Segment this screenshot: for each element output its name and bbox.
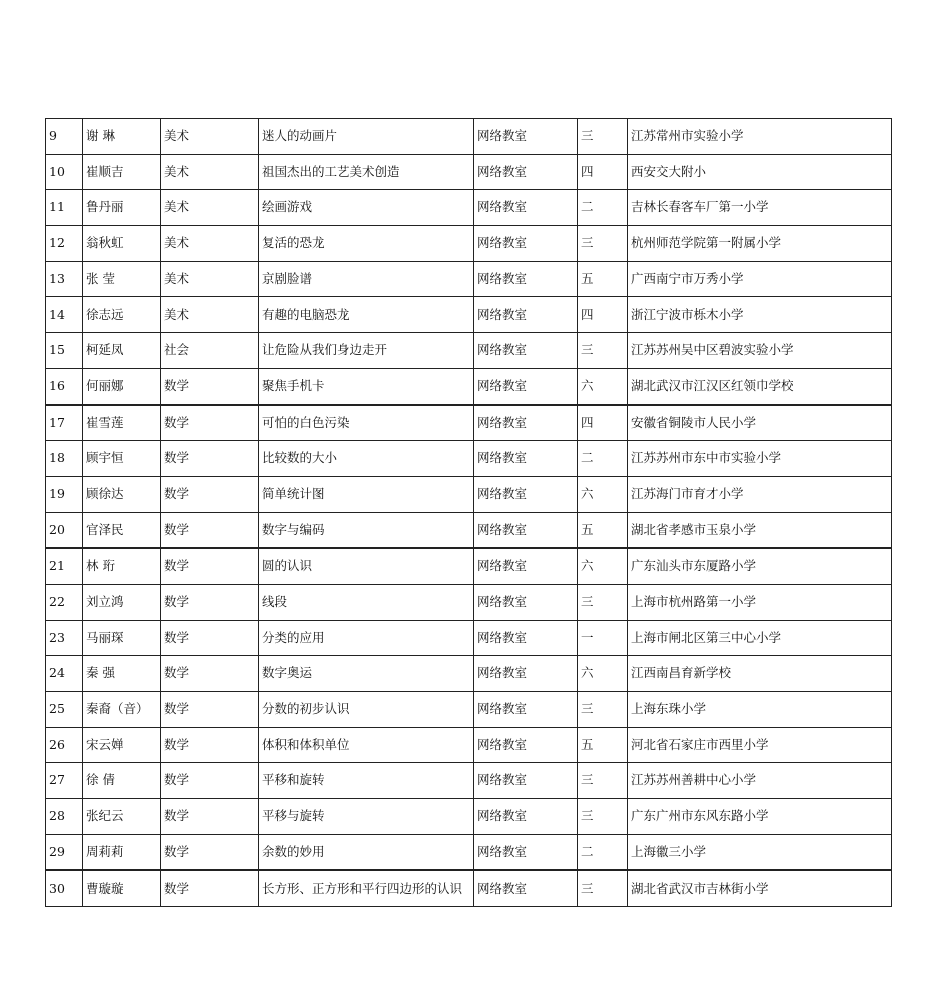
table-row <box>46 799 892 835</box>
row-number-cell: 22 <box>46 584 83 620</box>
grade-cell: 二 <box>578 441 628 477</box>
lesson-title-cell: 圆的认识 <box>259 548 474 584</box>
teacher-name-cell: 徐志远 <box>83 297 161 333</box>
table-row <box>46 405 892 441</box>
venue-cell: 网络教室 <box>474 441 578 477</box>
subject-cell: 数学 <box>161 763 259 799</box>
table-row <box>46 119 892 155</box>
lesson-title-cell: 祖国杰出的工艺美术创造 <box>259 154 474 190</box>
grade-cell: 四 <box>578 297 628 333</box>
venue-cell: 网络教室 <box>474 154 578 190</box>
school-cell: 吉林长春客车厂第一小学 <box>628 190 892 226</box>
row-number-cell: 15 <box>46 333 83 369</box>
row-number-cell: 13 <box>46 261 83 297</box>
lesson-title-cell: 有趣的电脑恐龙 <box>259 297 474 333</box>
row-number-cell: 17 <box>46 405 83 441</box>
school-cell: 西安交大附小 <box>628 154 892 190</box>
venue-cell: 网络教室 <box>474 190 578 226</box>
row-number-cell: 26 <box>46 727 83 763</box>
venue-cell: 网络教室 <box>474 476 578 512</box>
row-number-cell: 27 <box>46 763 83 799</box>
row-number-cell: 10 <box>46 154 83 190</box>
subject-cell: 数学 <box>161 834 259 870</box>
school-cell: 江苏苏州善耕中心小学 <box>628 763 892 799</box>
lesson-title-cell: 复活的恐龙 <box>259 226 474 262</box>
subject-cell: 数学 <box>161 584 259 620</box>
row-number-cell: 23 <box>46 620 83 656</box>
subject-cell: 数学 <box>161 727 259 763</box>
row-number-cell: 29 <box>46 834 83 870</box>
venue-cell: 网络教室 <box>474 512 578 548</box>
venue-cell: 网络教室 <box>474 763 578 799</box>
school-cell: 上海市闸北区第三中心小学 <box>628 620 892 656</box>
school-cell: 广西南宁市万秀小学 <box>628 261 892 297</box>
school-cell: 杭州师范学院第一附属小学 <box>628 226 892 262</box>
grade-cell: 四 <box>578 154 628 190</box>
school-cell: 江西南昌育新学校 <box>628 656 892 692</box>
subject-cell: 数学 <box>161 656 259 692</box>
row-number-cell: 12 <box>46 226 83 262</box>
venue-cell: 网络教室 <box>474 620 578 656</box>
teacher-name-cell: 徐 倩 <box>83 763 161 799</box>
lesson-title-cell: 聚焦手机卡 <box>259 368 474 404</box>
row-number-cell: 28 <box>46 799 83 835</box>
lesson-title-cell: 数字与编码 <box>259 512 474 548</box>
table-row <box>46 190 892 226</box>
table-row <box>46 261 892 297</box>
table-row <box>46 692 892 728</box>
school-cell: 湖北省孝感市玉泉小学 <box>628 512 892 548</box>
teacher-name-cell: 崔顺吉 <box>83 154 161 190</box>
lesson-title-cell: 比较数的大小 <box>259 441 474 477</box>
row-number-cell: 30 <box>46 870 83 906</box>
subject-cell: 数学 <box>161 368 259 404</box>
school-cell: 上海市杭州路第一小学 <box>628 584 892 620</box>
row-number-cell: 18 <box>46 441 83 477</box>
grade-cell: 六 <box>578 476 628 512</box>
teacher-name-cell: 林 珩 <box>83 548 161 584</box>
teacher-name-cell: 秦 强 <box>83 656 161 692</box>
school-cell: 江苏海门市育才小学 <box>628 476 892 512</box>
row-number-cell: 24 <box>46 656 83 692</box>
school-cell: 浙江宁波市栎木小学 <box>628 297 892 333</box>
teacher-name-cell: 周莉莉 <box>83 834 161 870</box>
grade-cell: 二 <box>578 834 628 870</box>
venue-cell: 网络教室 <box>474 548 578 584</box>
grade-cell: 五 <box>578 727 628 763</box>
lesson-title-cell: 京剧脸谱 <box>259 261 474 297</box>
teacher-name-cell: 何丽娜 <box>83 368 161 404</box>
school-cell: 湖北武汉市江汉区红领巾学校 <box>628 368 892 404</box>
grade-cell: 三 <box>578 870 628 906</box>
school-cell: 江苏常州市实验小学 <box>628 119 892 155</box>
venue-cell: 网络教室 <box>474 226 578 262</box>
grade-cell: 三 <box>578 763 628 799</box>
table-row <box>46 584 892 620</box>
lesson-title-cell: 绘画游戏 <box>259 190 474 226</box>
subject-cell: 数学 <box>161 548 259 584</box>
lesson-title-cell: 长方形、正方形和平行四边形的认识 <box>259 870 474 906</box>
venue-cell: 网络教室 <box>474 297 578 333</box>
teacher-name-cell: 张 莹 <box>83 261 161 297</box>
table-row <box>46 512 892 548</box>
lesson-title-cell: 简单统计图 <box>259 476 474 512</box>
school-cell: 江苏苏州吴中区碧波实验小学 <box>628 333 892 369</box>
teacher-name-cell: 谢 琳 <box>83 119 161 155</box>
school-cell: 广东广州市东风东路小学 <box>628 799 892 835</box>
subject-cell: 数学 <box>161 799 259 835</box>
subject-cell: 数学 <box>161 692 259 728</box>
subject-cell: 数学 <box>161 620 259 656</box>
table-row <box>46 727 892 763</box>
table-row <box>46 548 892 584</box>
subject-cell: 美术 <box>161 297 259 333</box>
school-cell: 河北省石家庄市西里小学 <box>628 727 892 763</box>
teacher-name-cell: 马丽琛 <box>83 620 161 656</box>
subject-cell: 数学 <box>161 405 259 441</box>
lesson-title-cell: 线段 <box>259 584 474 620</box>
venue-cell: 网络教室 <box>474 584 578 620</box>
table-row <box>46 368 892 404</box>
subject-cell: 数学 <box>161 441 259 477</box>
school-cell: 广东汕头市东厦路小学 <box>628 548 892 584</box>
lesson-title-cell: 迷人的动画片 <box>259 119 474 155</box>
lesson-title-cell: 让危险从我们身边走开 <box>259 333 474 369</box>
school-cell: 上海徽三小学 <box>628 834 892 870</box>
teacher-name-cell: 顾宇恒 <box>83 441 161 477</box>
grade-cell: 六 <box>578 368 628 404</box>
teacher-name-cell: 鲁丹丽 <box>83 190 161 226</box>
grade-cell: 六 <box>578 656 628 692</box>
teacher-name-cell: 官泽民 <box>83 512 161 548</box>
teacher-name-cell: 柯延凤 <box>83 333 161 369</box>
table-row <box>46 476 892 512</box>
venue-cell: 网络教室 <box>474 261 578 297</box>
school-cell: 安徽省铜陵市人民小学 <box>628 405 892 441</box>
teacher-name-cell: 崔雪莲 <box>83 405 161 441</box>
row-number-cell: 14 <box>46 297 83 333</box>
subject-cell: 社会 <box>161 333 259 369</box>
table-row <box>46 763 892 799</box>
venue-cell: 网络教室 <box>474 834 578 870</box>
table-row <box>46 297 892 333</box>
subject-cell: 美术 <box>161 190 259 226</box>
grade-cell: 三 <box>578 692 628 728</box>
school-cell: 湖北省武汉市吉林街小学 <box>628 870 892 906</box>
venue-cell: 网络教室 <box>474 727 578 763</box>
row-number-cell: 9 <box>46 119 83 155</box>
subject-cell: 美术 <box>161 261 259 297</box>
grade-cell: 二 <box>578 190 628 226</box>
table-row <box>46 834 892 870</box>
row-number-cell: 20 <box>46 512 83 548</box>
grade-cell: 三 <box>578 799 628 835</box>
grade-cell: 一 <box>578 620 628 656</box>
venue-cell: 网络教室 <box>474 333 578 369</box>
grade-cell: 四 <box>578 405 628 441</box>
lesson-title-cell: 可怕的白色污染 <box>259 405 474 441</box>
row-number-cell: 19 <box>46 476 83 512</box>
row-number-cell: 11 <box>46 190 83 226</box>
table-row <box>46 333 892 369</box>
teacher-name-cell: 张纪云 <box>83 799 161 835</box>
lesson-title-cell: 余数的妙用 <box>259 834 474 870</box>
teacher-name-cell: 秦裔（音） <box>83 692 161 728</box>
subject-cell: 美术 <box>161 226 259 262</box>
teacher-name-cell: 顾徐达 <box>83 476 161 512</box>
grade-cell: 五 <box>578 261 628 297</box>
lesson-title-cell: 平移和旋转 <box>259 763 474 799</box>
row-number-cell: 21 <box>46 548 83 584</box>
teacher-name-cell: 曹璇璇 <box>83 870 161 906</box>
grade-cell: 六 <box>578 548 628 584</box>
lesson-title-cell: 数字奥运 <box>259 656 474 692</box>
lesson-title-cell: 分类的应用 <box>259 620 474 656</box>
table-row <box>46 620 892 656</box>
subject-cell: 美术 <box>161 154 259 190</box>
subject-cell: 数学 <box>161 870 259 906</box>
teacher-name-cell: 宋云婵 <box>83 727 161 763</box>
grade-cell: 三 <box>578 584 628 620</box>
venue-cell: 网络教室 <box>474 870 578 906</box>
table-row <box>46 656 892 692</box>
teacher-name-cell: 翁秋虹 <box>83 226 161 262</box>
grade-cell: 三 <box>578 333 628 369</box>
venue-cell: 网络教室 <box>474 368 578 404</box>
school-cell: 江苏苏州市东中市实验小学 <box>628 441 892 477</box>
subject-cell: 美术 <box>161 119 259 155</box>
grade-cell: 三 <box>578 226 628 262</box>
venue-cell: 网络教室 <box>474 405 578 441</box>
venue-cell: 网络教室 <box>474 692 578 728</box>
teacher-name-cell: 刘立鸿 <box>83 584 161 620</box>
venue-cell: 网络教室 <box>474 656 578 692</box>
row-number-cell: 25 <box>46 692 83 728</box>
row-number-cell: 16 <box>46 368 83 404</box>
venue-cell: 网络教室 <box>474 119 578 155</box>
subject-cell: 数学 <box>161 476 259 512</box>
school-cell: 上海东珠小学 <box>628 692 892 728</box>
lesson-title-cell: 平移与旋转 <box>259 799 474 835</box>
lesson-table-body <box>46 119 892 907</box>
subject-cell: 数学 <box>161 512 259 548</box>
lesson-table <box>45 118 892 907</box>
grade-cell: 三 <box>578 119 628 155</box>
table-row <box>46 870 892 906</box>
table-row <box>46 441 892 477</box>
table-row <box>46 226 892 262</box>
lesson-title-cell: 分数的初步认识 <box>259 692 474 728</box>
table-row <box>46 154 892 190</box>
lesson-title-cell: 体积和体积单位 <box>259 727 474 763</box>
venue-cell: 网络教室 <box>474 799 578 835</box>
grade-cell: 五 <box>578 512 628 548</box>
